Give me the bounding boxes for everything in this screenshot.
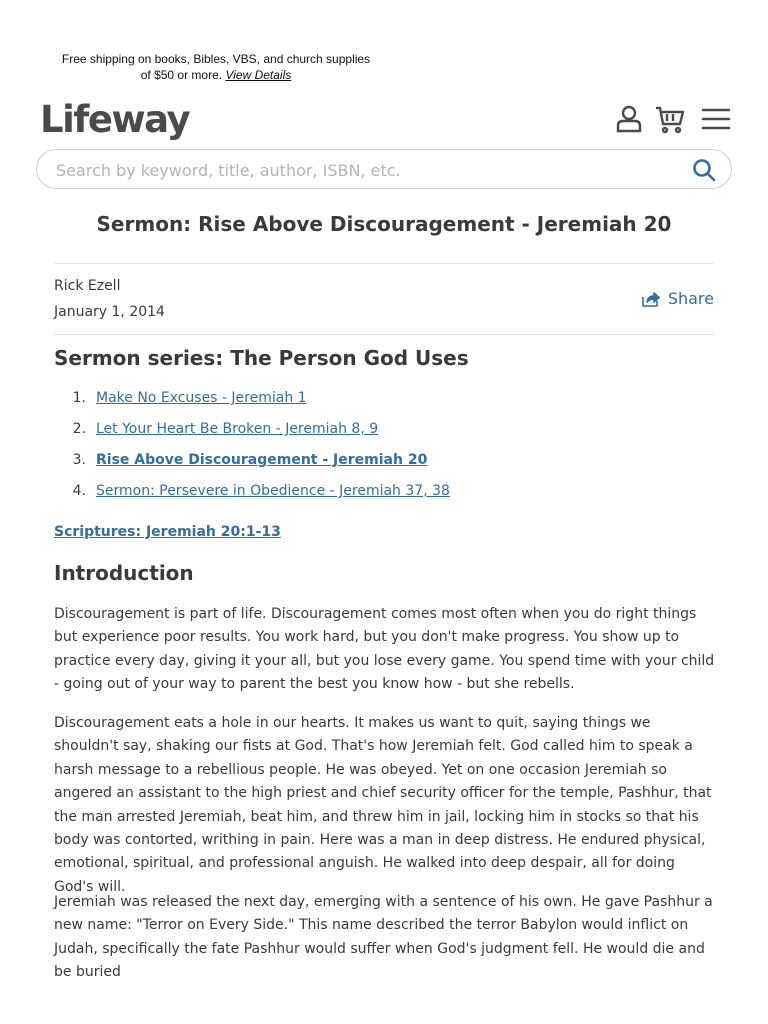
introduction-heading: Introduction xyxy=(54,561,194,585)
view-details-link[interactable]: View Details xyxy=(225,68,292,82)
publish-date: January 1, 2014 xyxy=(54,304,165,320)
account-icon[interactable] xyxy=(613,103,645,135)
series-title: Sermon series: The Person God Uses xyxy=(54,346,469,370)
list-item xyxy=(54,421,450,452)
series-list xyxy=(54,390,450,514)
menu-icon[interactable] xyxy=(700,103,732,135)
search-icon[interactable] xyxy=(691,157,717,183)
share-icon xyxy=(640,290,660,308)
page-title: Sermon: Rise Above Discouragement - Jeremiah 20 xyxy=(96,212,672,236)
search-input[interactable] xyxy=(56,159,676,181)
series-link-3-current[interactable]: Rise Above Discouragement - Jeremiah 20 xyxy=(96,452,428,468)
list-number: 2. xyxy=(72,421,86,437)
divider xyxy=(54,263,714,264)
series-link-2[interactable]: Let Your Heart Be Broken - Jeremiah 8, 9 xyxy=(96,421,379,437)
share-button[interactable] xyxy=(640,289,714,308)
cart-icon[interactable] xyxy=(654,103,686,135)
promo-banner xyxy=(60,51,372,83)
body-paragraph: Discouragement is part of life. Discouragement comes most often when you do right things but experience poor results. You work hard, but you don't make progress. You show up to practice every day, giving it your all, but you lose every game. You spend time with your child - going out of your way to parent the best you know how - but she rebells. xyxy=(54,606,715,693)
author-name: Rick Ezell xyxy=(54,278,121,294)
share-label: Share xyxy=(667,289,714,308)
scriptures-link[interactable]: Scriptures: Jeremiah 20:1-13 xyxy=(54,524,281,540)
lifeway-logo[interactable]: Lifeway xyxy=(40,98,190,141)
series-link-4[interactable]: Sermon: Persevere in Obedience - Jeremiah 37, 38 xyxy=(96,483,450,499)
series-link-1[interactable]: Make No Excuses - Jeremiah 1 xyxy=(96,390,307,406)
body-paragraph: Discouragement eats a hole in our hearts. It makes us want to quit, saying things we shouldn't say, shaking our fists at God. That's how Jeremiah felt. God called him to speak a harsh message to a rebellious people. He was obeyed. Yet on one occasion Jeremiah so angered an assistant to the high priest and chief security officer for the temple, Pashhur, that the man arrested Jeremiah, beat him, and threw him in jail, locking him in stocks so that his body was contorted, writhing in pain. Here was a man in deep distress. He endured physical, emotional, spiritual, and professional anguish. He walked into deep despair, all for doing God's will. xyxy=(54,715,712,895)
promo-text: Free shipping on books, Bibles, VBS, and church supplies of $50 or more. xyxy=(61,52,371,82)
list-number: 1. xyxy=(72,390,86,406)
list-item xyxy=(54,483,450,514)
list-item xyxy=(54,390,450,421)
search-bar xyxy=(36,149,732,189)
list-number: 4. xyxy=(72,483,86,499)
list-number: 3. xyxy=(72,452,86,468)
list-item xyxy=(54,452,450,483)
body-paragraph: Jeremiah was released the next day, emerging with a sentence of his own. He gave Pashhur a new name: "Terror on Every Side." This name described the terror Babylon would inflict on Judah, specifically the fate Pashhur would suffer when God's judgment fell. He would die and be buried xyxy=(54,894,713,981)
divider xyxy=(54,334,714,335)
